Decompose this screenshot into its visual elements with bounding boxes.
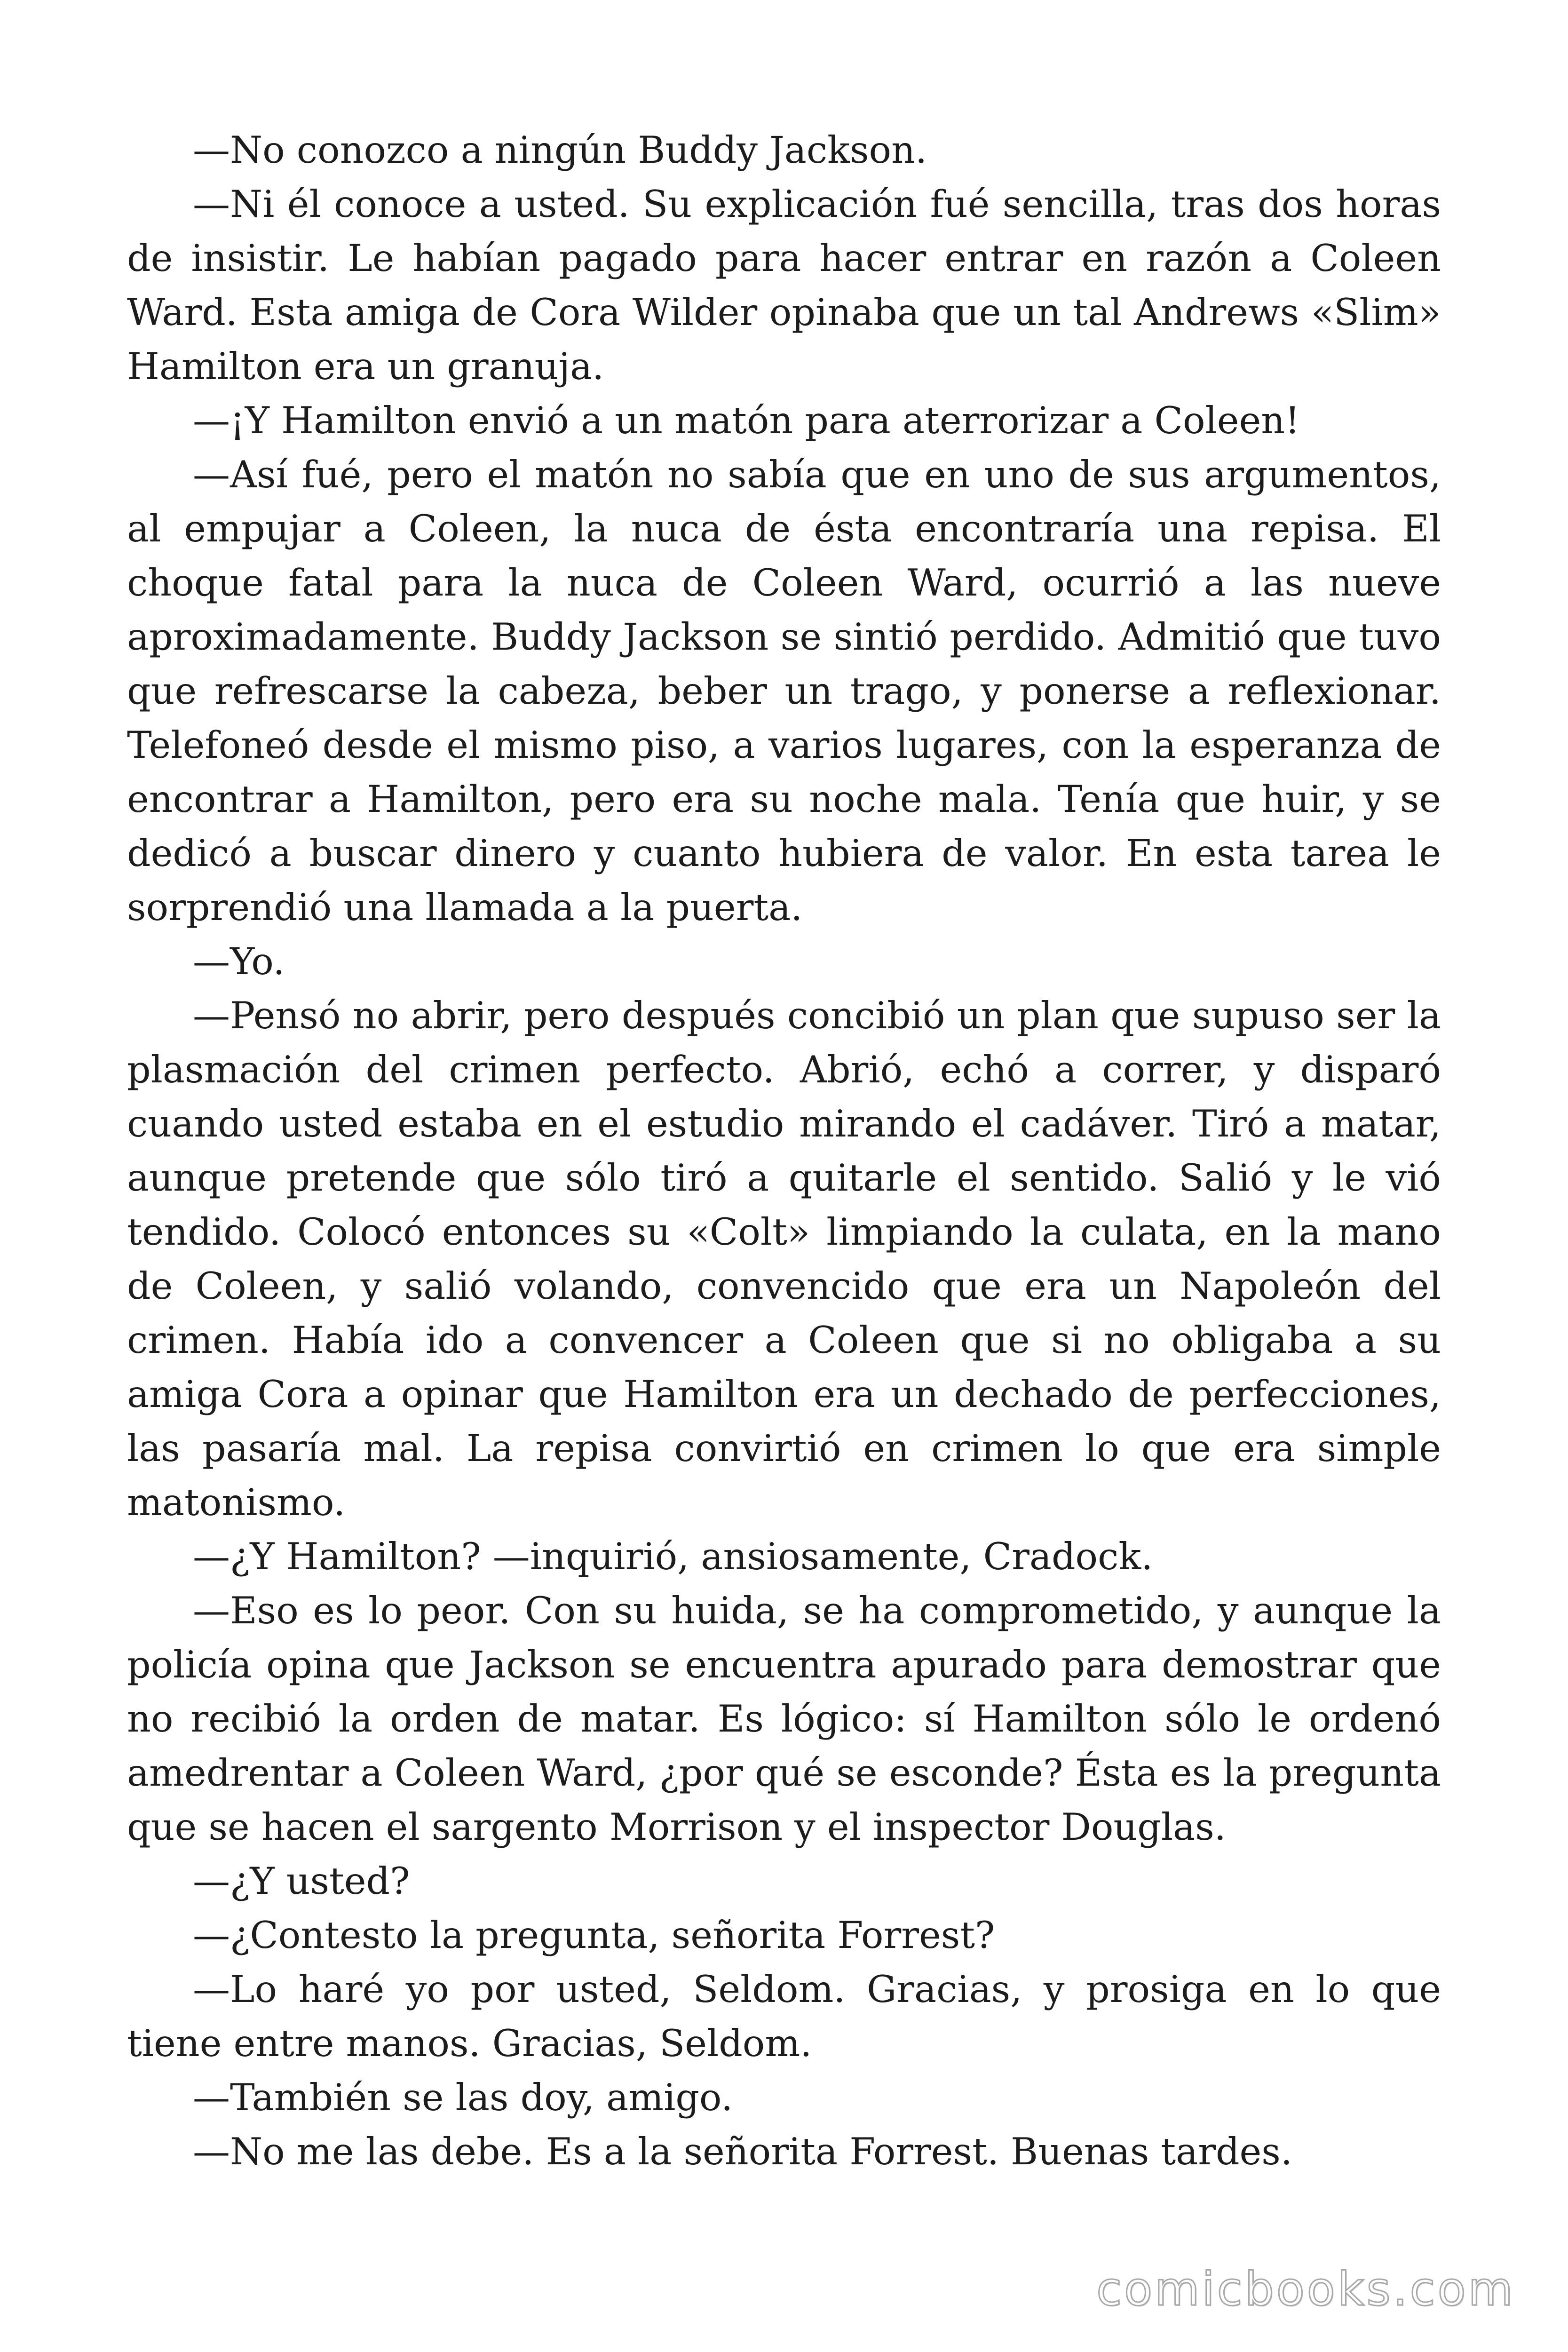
paragraph-12: —También se las doy, amigo. (193, 2076, 733, 2119)
paragraph-5: —Yo. (193, 940, 285, 983)
paragraph-11: —Lo haré yo por usted, Seldom. Gracias, y prosiga en lo que tiene entre manos. Gracias, Seldom. (127, 1968, 1441, 2065)
paragraph-8: —Eso es lo peor. Con su huida, se ha comprometido, y aunque la policía opina que Jackson se encuentra apurado para demostrar que no recibió la orden de matar. Es lógico: sí Hamilton sólo le ordenó amedrentar a Coleen Ward, ¿por qué se esconde? Ésta es la pregunta que se hacen el sargento Morrison y el inspector Douglas. (127, 1589, 1441, 1849)
watermark: comicbooks.com (1096, 2263, 1515, 2316)
paragraph-2: —Ni él conoce a usted. Su explicación fué sencilla, tras dos horas de insistir. Le habían pagado para hacer entrar en razón a Coleen Ward. Esta amiga de Cora Wilder opinaba que un tal Andrews «Slim» Hamilton era un granuja. (127, 183, 1441, 388)
paragraph-6: —Pensó no abrir, pero después concibió un plan que supuso ser la plasmación del crimen perfecto. Abrió, echó a correr, y disparó cuando usted estaba en el estudio mirando el cadáver. Tiró a matar, aunque pretende que sólo tiró a quitarle el sentido. Salió y le vió tendido. Colocó entonces su «Colt» limpiando la culata, en la mano de Coleen, y salió volando, convencido que era un Napoleón del crimen. Había ido a convencer a Coleen que si no obligaba a su amiga Cora a opinar que Hamilton era un dechado de perfecciones, las pasaría mal. La repisa convirtió en crimen lo que era simple matonismo. (127, 994, 1441, 1524)
paragraph-3: —¡Y Hamilton envió a un matón para aterrorizar a Coleen! (193, 399, 1300, 442)
paragraph-9: —¿Y usted? (193, 1859, 410, 1903)
paragraph-4: —Así fué, pero el matón no sabía que en uno de sus argumentos, al empujar a Coleen, la nuca de ésta encontraría una repisa. El choque fatal para la nuca de Coleen Ward, ocurrió a las nueve aproximadamente. Buddy Jackson se sintió perdido. Admitió que tuvo que refrescarse la cabeza, beber un trago, y ponerse a reflexionar. Telefoneó desde el mismo piso, a varios lugares, con la esperanza de encontrar a Hamilton, pero era su noche mala. Tenía que huir, y se dedicó a buscar dinero y cuanto hubiera de valor. En esta tarea le sorprendió una llamada a la puerta. (127, 453, 1441, 929)
page-body (127, 123, 1441, 2179)
paragraph-1: —No conozco a ningún Buddy Jackson. (193, 128, 927, 172)
paragraph-7: —¿Y Hamilton? —inquirió, ansiosamente, Cradock. (193, 1535, 1153, 1578)
paragraph-13: —No me las debe. Es a la señorita Forrest. Buenas tardes. (193, 2130, 1292, 2173)
paragraph-10: —¿Contesto la pregunta, señorita Forrest? (193, 1914, 995, 1957)
